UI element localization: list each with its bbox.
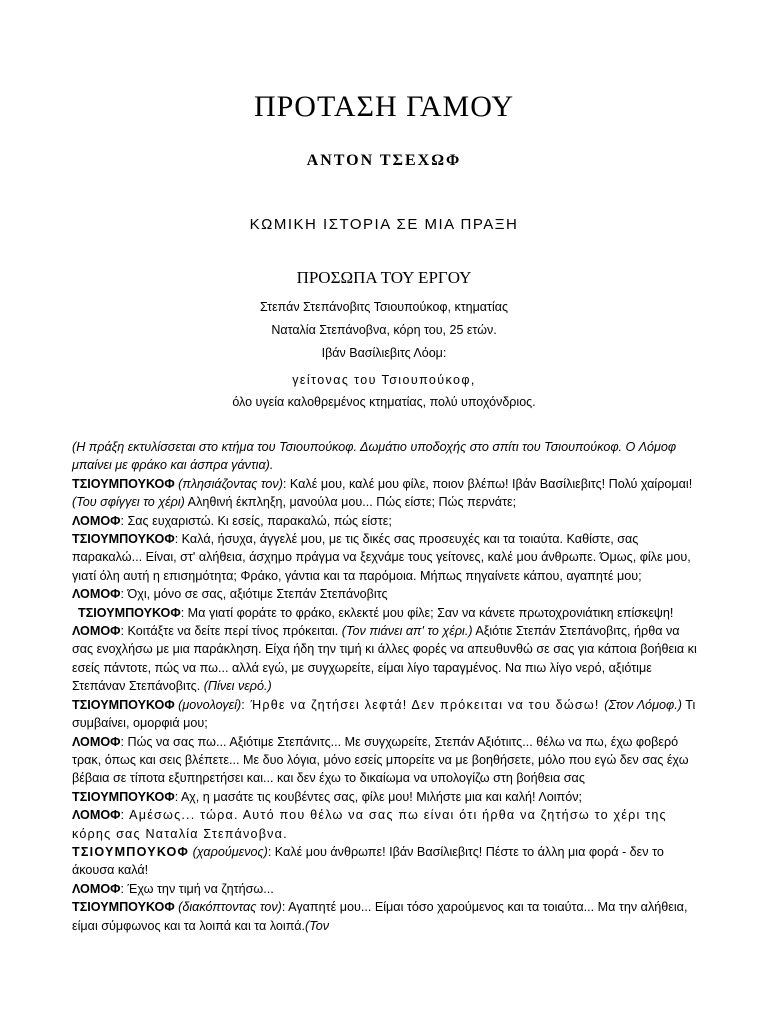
speaker-name: ΛΟΜΟΦ	[72, 587, 121, 602]
dialogue-text: : Καλά, ήσυχα, άγγελέ μου, με τις δικές σας προσευχές και τα τοιαύτα. Καθίστε, σας παρακαλώ... Είναι, στ' αλήθεια, άσχημο πράγμα να ξεχνάμε τους γείτονες, καλέ μου άνθρωπε. Όμως, φίλε μου, γιατί όλη αυτή η επισημότητα; Φράκο, γάντια και τα παρόμοια. Μήπως πηγαίνετε κάπου, αγαπητέ μου;	[72, 532, 691, 583]
cast-list	[0, 296, 768, 412]
speaker-name: ΤΣΙΟΥΜΠΟΥΚΟΦ	[78, 605, 181, 620]
stage-direction-text: (μονολογεί)	[174, 697, 242, 712]
dialogue-line	[72, 806, 698, 843]
dialogue-text: : Μα γιατί φοράτε το φράκο, εκλεκτέ μου φίλε; Σαν να κάνετε πρωτοχρονιάτικη επίσκεψη!	[180, 605, 674, 620]
speaker-name: ΤΣΙΟΥΜΠΟΥΚΟΦ	[72, 476, 175, 491]
cast-item: Ιβάν Βασίλιεβιτς Λόομ:	[321, 346, 447, 360]
dialogue-text: : Καλέ μου άνθρωπε! Ιβάν Βασίλιεβιτς! Πέστε το άλλη μια φορά - δεν το άκουσα καλά!	[72, 844, 664, 878]
stage-direction-text: (πλησιάζοντας τον)	[174, 476, 283, 491]
stage-direction-text: (Τον	[305, 918, 330, 933]
dialogue-text: : Καλέ μου, καλέ μου φίλε, ποιον βλέπω! Ιβάν Βασίλιεβιτς! Πολύ χαίρομαι!	[282, 476, 693, 491]
dialogue-line	[72, 475, 698, 512]
dialogue-line	[72, 696, 698, 733]
stage-direction	[72, 438, 698, 475]
stage-direction-text: (Του σφίγγει το χέρι)	[72, 495, 185, 510]
speaker-name: ΤΣΙΟΥΜΠΟΥΚΟΦ	[72, 844, 190, 859]
stage-direction-text: (Πίνει νερό.)	[203, 679, 272, 694]
dialogue-line	[72, 512, 698, 530]
dialogue-line	[72, 898, 698, 935]
speaker-name: ΛΟΜΟΦ	[72, 734, 121, 749]
cast-heading: ΠΡΟΣΩΠΑ ΤΟΥ ΕΡΓΟΥ	[296, 268, 472, 287]
dialogue-text: Αληθινή έκπληξη, μανούλα μου... Πώς είστε; Πώς περνάτε;	[184, 495, 517, 510]
dialogue-line	[72, 843, 698, 880]
speaker-name: ΤΣΙΟΥΜΠΟΥΚΟΦ	[72, 789, 175, 804]
stage-direction-text: (διακόπτοντας τον)	[174, 900, 282, 915]
cast-item: Ναταλία Στεπάνοβνα, κόρη του, 25 ετών.	[271, 323, 497, 337]
dialogue-line	[72, 530, 698, 585]
play-text	[72, 438, 698, 935]
dialogue-text: Αξιότιε Στεπάν Στεπάνοβιτς, ήρθα να σας ενοχλήσω με μια παράκληση. Είχα ήδη την τιμή κι άλλες φορές να απευθυνθώ σε σας για κάποια βοήθεια κι εσείς πάντοτε, πώς να πω... αλλά εγώ, με συγχωρείτε, είμαι λίγο ταραγμένος. Να πιω λίγο νερό, αξιότιμε Στεπάναν Στεπάνοβιτς.	[72, 624, 697, 694]
document-title: ΠΡΟΤΑΣΗ ΓΑΜΟΥ	[253, 90, 515, 123]
author-name: ΑΝΤΟΝ ΤΣΕΧΩΦ	[306, 152, 462, 169]
speaker-name: ΛΟΜΟΦ	[72, 513, 121, 528]
dialogue-line	[72, 585, 698, 603]
dialogue-text: : Αμέσως... τώρα. Αυτό που θέλω να σας πω είναι ότι ήρθα να ζητήσω το χέρι της κόρης σας Ναταλία Στεπάνοβνα.	[72, 808, 667, 841]
speaker-name: ΤΣΙΟΥΜΠΟΥΚΟΦ	[72, 697, 175, 712]
dialogue-line	[72, 604, 698, 622]
dialogue-line	[72, 733, 698, 788]
speaker-name: ΛΟΜΟΦ	[72, 624, 121, 639]
dialogue-text: : Ήρθε να ζητήσει λεφτά! Δεν πρόκειται να του δώσω!	[241, 697, 605, 712]
speaker-name: ΛΟΜΟΦ	[72, 808, 121, 823]
speaker-name: ΤΣΙΟΥΜΠΟΥΚΟΦ	[72, 532, 175, 547]
dialogue-text: : Έχω την τιμή να ζητήσω...	[120, 881, 274, 896]
cast-item: όλο υγεία καλοθρεμένος κτηματίας, πολύ υποχόνδριος.	[232, 395, 536, 409]
dialogue-text: : Πώς να σας πω... Αξιότιμε Στεπάνιτς... Με συγχωρείτε, Στεπάν Αξιότιιτς... θέλω να πω, έχω φοβερό τρακ, όπως και σεις βλέπετε... Με δυο λόγια, μόνο εσείς μπορείτε να με βοηθήσετε, μόλο που εγώ δεν σας έχω βέβαια σε τίποτα εξυπηρετήσει και... και δεν έχω το δικαίωμα να υπολογίζω στη βοήθεια σας	[72, 734, 689, 786]
dialogue-text: : Όχι, μόνο σε σας, αξιότιμε Στεπάν Στεπάνοβιτς	[120, 587, 388, 602]
dialogue-text: : Σας ευχαριστώ. Κι εσείς, παρακαλώ, πώς είστε;	[120, 513, 392, 528]
dialogue-text: : Κοιτάξτε να δείτε περί τίνος πρόκειται.	[120, 624, 342, 639]
dialogue-text: : Αχ, η μασάτε τις κουβέντες σας, φίλε μου! Μιλήστε μια και καλή! Λοιπόν;	[174, 789, 583, 804]
dialogue-line	[72, 880, 698, 898]
dialogue-line	[72, 622, 698, 696]
cast-item: γείτονας του Τσιουπούκοφ,	[292, 373, 476, 387]
stage-direction-text: (χαρούμενος)	[189, 844, 268, 859]
dialogue-text: : Αγαπητέ μου... Είμαι τόσο χαρούμενος και τα τοιαύτα... Μα την αλήθεια, είμαι σύμφωνος και τα λοιπά και τα λοιπά.	[72, 900, 688, 933]
speaker-name: ΤΣΙΟΥΜΠΟΥΚΟΦ	[72, 900, 175, 915]
cast-item: Στεπάν Στεπάνοβιτς Τσιουπούκοφ, κτηματίας	[260, 300, 508, 314]
stage-direction-text: (Στον Λόμοφ.)	[604, 697, 682, 712]
speaker-name: ΛΟΜΟΦ	[72, 881, 121, 896]
dialogue-text: Τι συμβαίνει, ομορφιά μου;	[72, 697, 696, 731]
document-subtitle: ΚΩΜΙΚΗ ΙΣΤΟΡΙΑ ΣΕ ΜΙΑ ΠΡΑΞΗ	[249, 216, 519, 233]
stage-direction-text: (Τον πιάνει απ' το χέρι.)	[341, 624, 473, 639]
stage-direction-text: (Η πράξη εκτυλίσσεται στο κτήμα του Τσιουπούκοφ. Δωμάτιο υποδοχής στο σπίτι του Τσιουπούκοφ. Ο Λόμοφ μπαίνει με φράκο και άσπρα γάντια).	[72, 440, 677, 473]
dialogue-line	[72, 788, 698, 806]
